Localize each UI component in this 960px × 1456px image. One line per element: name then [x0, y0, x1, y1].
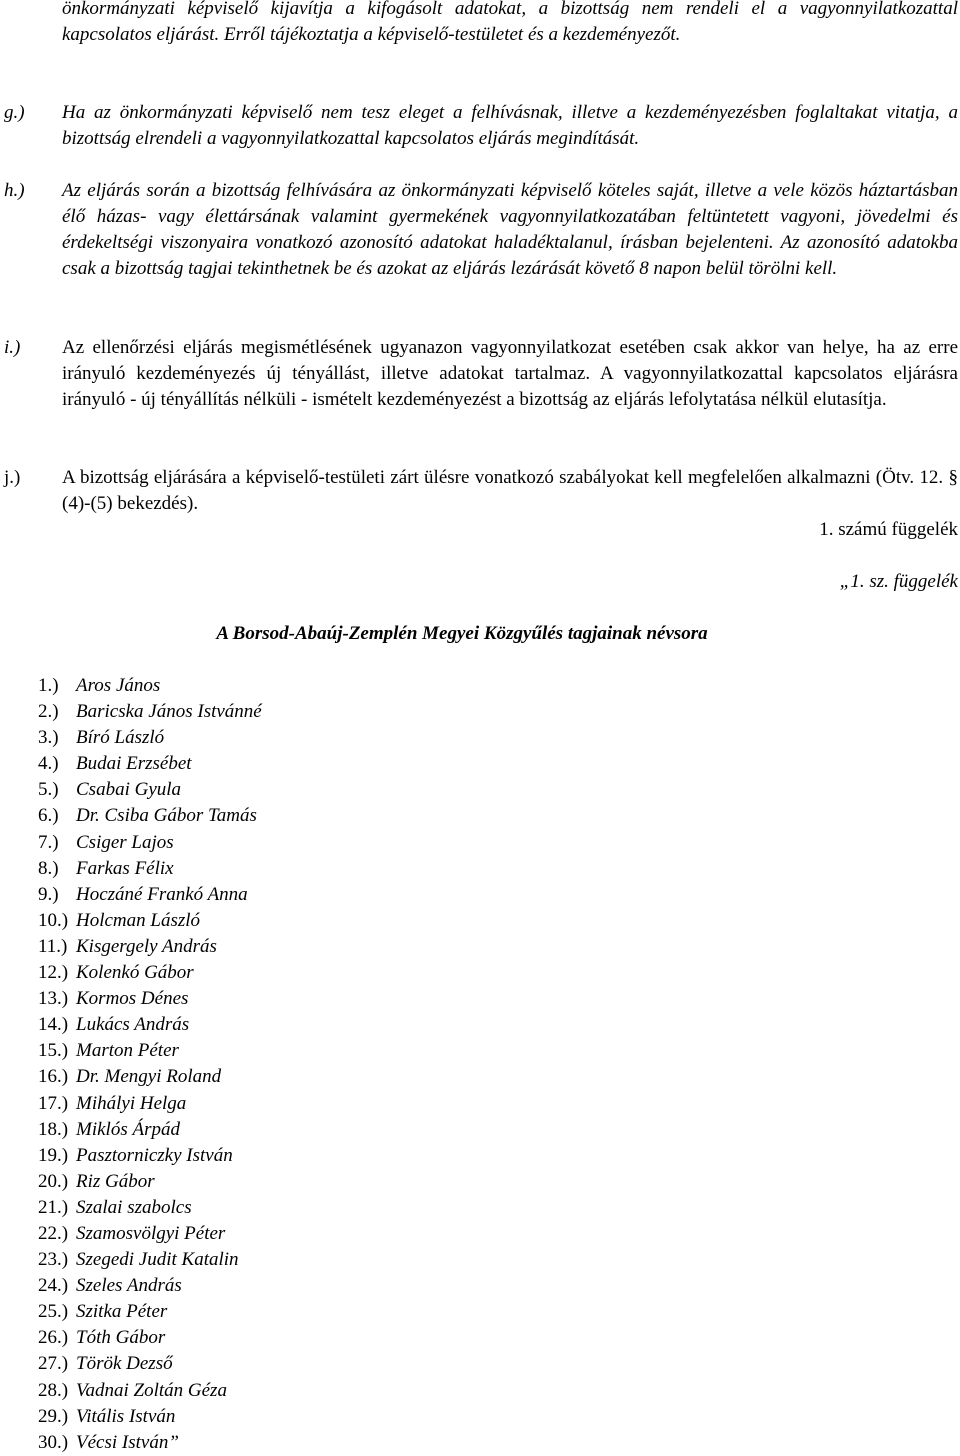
member-number: 15.) [38, 1040, 69, 1062]
member-number: 18.) [38, 1118, 69, 1140]
member-name: Csiger Lajos [76, 831, 174, 853]
list-item [38, 699, 262, 725]
paragraph-i-marker: i.) [4, 337, 21, 358]
list-item [38, 1273, 262, 1299]
member-name: Csabai Gyula [76, 779, 182, 801]
member-list [38, 673, 262, 1456]
list-item [38, 1404, 262, 1430]
list-item [38, 1143, 262, 1169]
member-number: 9.) [38, 883, 59, 905]
list-item [38, 803, 262, 829]
list-item [38, 856, 262, 882]
member-number: 8.) [38, 857, 59, 879]
member-name: Kormos Dénes [76, 988, 189, 1010]
member-name: Vécsi István” [76, 1431, 179, 1453]
member-number: 22.) [38, 1222, 69, 1244]
member-number: 11.) [38, 935, 68, 957]
member-number: 17.) [38, 1092, 69, 1114]
list-item [38, 882, 262, 908]
member-number: 5.) [38, 779, 59, 801]
member-number: 4.) [38, 753, 59, 775]
member-name: Farkas Félix [76, 857, 174, 879]
list-item [38, 725, 262, 751]
paragraph-g: Ha az önkormányzati képviselő nem tesz eleget a felhívásnak, illetve a kezdeményezésben foglaltakat vitatja, a bizottság elrendeli a vagyonnyilatkozattal kapcsolatos eljárás megindítását. [62, 102, 958, 149]
list-item [38, 1064, 262, 1090]
member-name: Holcman László [76, 909, 201, 931]
member-name: Baricska János Istvánné [76, 701, 262, 723]
paragraph-g-marker: g.) [4, 102, 25, 123]
member-number: 19.) [38, 1144, 69, 1166]
member-name: Kisgergely András [76, 935, 217, 957]
member-number: 16.) [38, 1066, 69, 1088]
paragraph-j-marker: j.) [4, 467, 21, 488]
list-item [38, 751, 262, 777]
member-name: Bíró László [76, 727, 165, 749]
appendix-label: 1. számú függelék [819, 519, 958, 540]
member-name: Szeles András [76, 1275, 182, 1297]
list-item [38, 673, 262, 699]
member-number: 7.) [38, 831, 59, 853]
list-item [38, 1169, 262, 1195]
member-number: 2.) [38, 701, 59, 723]
member-name: Vadnai Zoltán Géza [76, 1379, 227, 1401]
list-item [38, 1378, 262, 1404]
member-number: 24.) [38, 1275, 69, 1297]
list-item [38, 1221, 262, 1247]
member-number: 21.) [38, 1196, 69, 1218]
member-name: Budai Erzsébet [76, 753, 192, 775]
member-number: 3.) [38, 727, 59, 749]
list-item [38, 1299, 262, 1325]
list-item [38, 1091, 262, 1117]
member-name: Marton Péter [76, 1040, 179, 1062]
member-name: Dr. Csiba Gábor Tamás [76, 805, 257, 827]
member-number: 27.) [38, 1353, 69, 1375]
member-name: Török Dezső [76, 1353, 173, 1375]
member-number: 28.) [38, 1379, 69, 1401]
paragraph-h: Az eljárás során a bizottság felhívására az önkormányzati képviselő köteles saját, illetve a vele közös háztartásban élő házas- vagy élettársának valamint gyermekének vagyonnyilatkozatában feltüntetett vagyoni, jövedelmi és érdekeltségi viszonyaira vonatkozó azonosító adatokat haladéktalanul, írásban bejelenteni. Az azonosító adatokba csak a bizottság tagjai tekinthetnek be és azokat az eljárás lezárását követő 8 napon belül törölni kell. [62, 180, 958, 279]
member-number: 30.) [38, 1431, 69, 1453]
member-name: Hoczáné Frankó Anna [76, 883, 248, 905]
list-item [38, 1012, 262, 1038]
member-name: Szegedi Judit Katalin [76, 1249, 239, 1271]
member-number: 10.) [38, 909, 69, 931]
member-name: Szamosvölgyi Péter [76, 1222, 226, 1244]
member-number: 20.) [38, 1170, 69, 1192]
member-name: Szitka Péter [76, 1301, 168, 1323]
paragraph-i: Az ellenőrzési eljárás megismétlésének ugyanazon vagyonnyilatkozat esetében csak akkor van helye, ha az erre irányuló kezdeményezés új tényállást, illetve adatokat tartalmaz. A vagyonnyilatkozattal kapcsolatos eljárásra irányuló - új tényállítás nélküli - ismételt kezdeményezést a bizottság az eljárás lefolytatása nélkül elutasítja. [62, 337, 958, 410]
list-item [38, 960, 262, 986]
list-item [38, 1325, 262, 1351]
member-name: Mihályi Helga [76, 1092, 187, 1114]
paragraph-f-continuation: önkormányzati képviselő kijavítja a kifogásolt adatokat, a bizottság nem rendeli el a vagyonnyilatkozattal kapcsolatos eljárást. Erről tájékoztatja a képviselő-testületet és a kezdeményezőt. [62, 0, 958, 45]
member-name: Aros János [76, 675, 161, 696]
appendix-quote-label: „1. sz. függelék [839, 571, 958, 592]
member-name: Kolenkó Gábor [76, 962, 194, 984]
list-item [38, 777, 262, 803]
member-name: Pasztorniczky István [76, 1144, 233, 1166]
list-item [38, 986, 262, 1012]
paragraph-h-marker: h.) [4, 180, 25, 201]
member-name: Szalai szabolcs [76, 1196, 192, 1218]
member-name: Miklós Árpád [76, 1118, 180, 1140]
paragraph-j: A bizottság eljárására a képviselő-testületi zárt ülésre vonatkozó szabályokat kell megfelelően alkalmazni (Ötv. 12. § (4)-(5) bekezdés). [62, 467, 958, 514]
list-item [38, 934, 262, 960]
member-name: Vitális István [76, 1405, 176, 1427]
member-number: 29.) [38, 1405, 69, 1427]
list-item [38, 1351, 262, 1377]
list-item [38, 1038, 262, 1064]
list-item [38, 1195, 262, 1221]
member-number: 13.) [38, 988, 69, 1010]
member-name: Dr. Mengyi Roland [76, 1066, 222, 1088]
appendix-title: A Borsod-Abaúj-Zemplén Megyei Közgyűlés tagjainak névsora [216, 623, 708, 644]
member-number: 12.) [38, 962, 69, 984]
member-number: 26.) [38, 1327, 69, 1349]
list-item [38, 1247, 262, 1273]
list-item [38, 830, 262, 856]
member-number: 14.) [38, 1014, 69, 1036]
list-item [38, 908, 262, 934]
member-number: 1.) [38, 675, 59, 696]
list-item [38, 1430, 262, 1456]
member-number: 6.) [38, 805, 59, 827]
list-item [38, 1117, 262, 1143]
member-number: 23.) [38, 1249, 69, 1271]
member-number: 25.) [38, 1301, 69, 1323]
member-name: Riz Gábor [76, 1170, 155, 1192]
member-name: Tóth Gábor [76, 1327, 166, 1349]
member-name: Lukács András [76, 1014, 190, 1036]
